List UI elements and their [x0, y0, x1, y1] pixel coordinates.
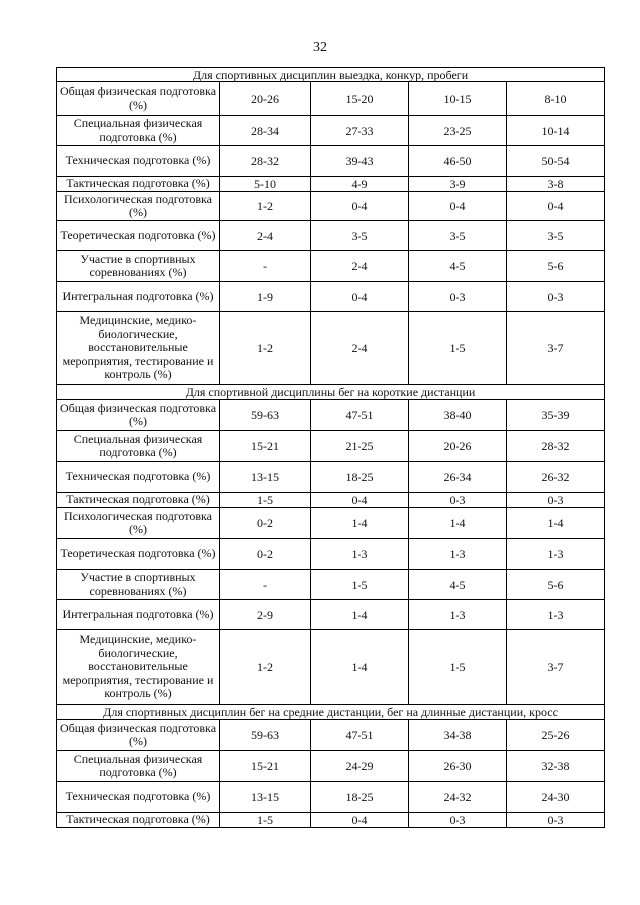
value-cell: 50-54 [507, 146, 605, 177]
section-header-row [57, 385, 605, 400]
value-cell: 1-4 [409, 508, 507, 539]
row-label: Техническая подготовка (%) [57, 782, 220, 813]
value-cell: 47-51 [311, 400, 409, 431]
value-cell: 0-4 [311, 813, 409, 828]
row-label: Теоретическая подготовка (%) [57, 539, 220, 570]
value-cell: 46-50 [409, 146, 507, 177]
section-title: Для спортивных дисциплин выездка, конкур, пробеги [57, 68, 605, 82]
value-cell: 3-5 [507, 221, 605, 251]
value-cell: 0-4 [409, 192, 507, 221]
value-cell: 15-20 [311, 82, 409, 116]
value-cell: 27-33 [311, 116, 409, 146]
row-label: Специальная физическая подготовка (%) [57, 116, 220, 146]
value-cell: 1-3 [409, 600, 507, 630]
value-cell: 35-39 [507, 400, 605, 431]
section-title: Для спортивной дисциплины бег на короткие дистанции [57, 385, 605, 400]
value-cell: 25-26 [507, 720, 605, 751]
value-cell: 1-4 [311, 508, 409, 539]
row-label: Техническая подготовка (%) [57, 146, 220, 177]
value-cell: 0-3 [507, 493, 605, 508]
table-body [57, 68, 605, 828]
page-number: 32 [313, 40, 327, 55]
value-cell: 4-9 [311, 177, 409, 192]
table-row [57, 782, 605, 813]
row-label: Медицинские, медико-биологические, восстановительные мероприятия, тестирование и контроль (%) [57, 630, 220, 705]
table-row [57, 192, 605, 221]
value-cell: 21-25 [311, 431, 409, 462]
value-cell: 2-4 [311, 251, 409, 282]
value-cell: 2-9 [220, 600, 311, 630]
value-cell: 1-2 [220, 630, 311, 705]
value-cell: 24-32 [409, 782, 507, 813]
value-cell: 26-32 [507, 462, 605, 493]
value-cell: 0-3 [409, 282, 507, 312]
value-cell: 0-4 [311, 493, 409, 508]
value-cell: 1-2 [220, 192, 311, 221]
value-cell: 0-4 [311, 192, 409, 221]
table-row [57, 312, 605, 385]
row-label: Техническая подготовка (%) [57, 462, 220, 493]
table-row [57, 720, 605, 751]
table-row [57, 282, 605, 312]
row-label: Психологическая подготовка (%) [57, 192, 220, 221]
table-row [57, 146, 605, 177]
value-cell: 0-3 [409, 493, 507, 508]
row-label: Общая физическая подготовка (%) [57, 400, 220, 431]
row-label: Медицинские, медико-биологические, восстановительные мероприятия, тестирование и контроль (%) [57, 312, 220, 385]
value-cell: 59-63 [220, 400, 311, 431]
value-cell: 0-3 [507, 813, 605, 828]
table-row [57, 539, 605, 570]
table-row [57, 493, 605, 508]
value-cell: 5-10 [220, 177, 311, 192]
value-cell: 3-7 [507, 630, 605, 705]
value-cell: 24-29 [311, 751, 409, 782]
row-label: Тактическая подготовка (%) [57, 177, 220, 192]
table-row [57, 116, 605, 146]
value-cell: 1-3 [507, 600, 605, 630]
value-cell: 59-63 [220, 720, 311, 751]
row-label: Специальная физическая подготовка (%) [57, 431, 220, 462]
value-cell: 4-5 [409, 251, 507, 282]
value-cell: 18-25 [311, 782, 409, 813]
row-label: Участие в спортивных соревнованиях (%) [57, 570, 220, 600]
table-row [57, 221, 605, 251]
table-row [57, 251, 605, 282]
value-cell: 1-2 [220, 312, 311, 385]
table-row [57, 462, 605, 493]
section-title: Для спортивных дисциплин бег на средние дистанции, бег на длинные дистанции, кросс [57, 705, 605, 720]
value-cell: 2-4 [311, 312, 409, 385]
value-cell: 1-5 [220, 813, 311, 828]
value-cell: 3-7 [507, 312, 605, 385]
value-cell: 38-40 [409, 400, 507, 431]
value-cell: 1-4 [311, 630, 409, 705]
value-cell: 24-30 [507, 782, 605, 813]
value-cell: 1-5 [409, 312, 507, 385]
value-cell: 15-21 [220, 751, 311, 782]
value-cell: 20-26 [220, 82, 311, 116]
value-cell: 1-3 [409, 539, 507, 570]
value-cell: 18-25 [311, 462, 409, 493]
value-cell: - [220, 251, 311, 282]
value-cell: 34-38 [409, 720, 507, 751]
table-row [57, 813, 605, 828]
value-cell: 1-3 [311, 539, 409, 570]
training-distribution-table [56, 67, 605, 828]
value-cell: 8-10 [507, 82, 605, 116]
value-cell: 23-25 [409, 116, 507, 146]
value-cell: 3-8 [507, 177, 605, 192]
value-cell: 13-15 [220, 782, 311, 813]
value-cell: 2-4 [220, 221, 311, 251]
value-cell: 47-51 [311, 720, 409, 751]
row-label: Участие в спортивных соревнованиях (%) [57, 251, 220, 282]
value-cell: 0-2 [220, 508, 311, 539]
row-label: Интегральная подготовка (%) [57, 600, 220, 630]
value-cell: 26-30 [409, 751, 507, 782]
table-row [57, 177, 605, 192]
value-cell: 3-9 [409, 177, 507, 192]
value-cell: 10-15 [409, 82, 507, 116]
table-row [57, 751, 605, 782]
value-cell: 0-3 [507, 282, 605, 312]
table-row [57, 431, 605, 462]
value-cell: 13-15 [220, 462, 311, 493]
value-cell: 28-32 [507, 431, 605, 462]
value-cell: 15-21 [220, 431, 311, 462]
value-cell: 20-26 [409, 431, 507, 462]
value-cell: 5-6 [507, 251, 605, 282]
table-row [57, 508, 605, 539]
value-cell: 0-4 [507, 192, 605, 221]
value-cell: 1-9 [220, 282, 311, 312]
value-cell: 0-3 [409, 813, 507, 828]
value-cell: 1-5 [409, 630, 507, 705]
table-row [57, 82, 605, 116]
value-cell: 3-5 [409, 221, 507, 251]
section-header-row [57, 705, 605, 720]
value-cell: 28-34 [220, 116, 311, 146]
value-cell: 0-2 [220, 539, 311, 570]
table-row [57, 400, 605, 431]
value-cell: 1-4 [507, 508, 605, 539]
value-cell: 5-6 [507, 570, 605, 600]
value-cell: 1-5 [220, 493, 311, 508]
value-cell: 1-4 [311, 600, 409, 630]
table-row [57, 570, 605, 600]
value-cell: 0-4 [311, 282, 409, 312]
row-label: Теоретическая подготовка (%) [57, 221, 220, 251]
value-cell: 1-3 [507, 539, 605, 570]
table-row [57, 630, 605, 705]
value-cell: 39-43 [311, 146, 409, 177]
value-cell: 10-14 [507, 116, 605, 146]
value-cell: 26-34 [409, 462, 507, 493]
value-cell: 1-5 [311, 570, 409, 600]
table-row [57, 600, 605, 630]
value-cell: - [220, 570, 311, 600]
value-cell: 3-5 [311, 221, 409, 251]
value-cell: 4-5 [409, 570, 507, 600]
row-label: Тактическая подготовка (%) [57, 493, 220, 508]
row-label: Общая физическая подготовка (%) [57, 720, 220, 751]
value-cell: 28-32 [220, 146, 311, 177]
row-label: Тактическая подготовка (%) [57, 813, 220, 828]
row-label: Психологическая подготовка (%) [57, 508, 220, 539]
row-label: Интегральная подготовка (%) [57, 282, 220, 312]
section-header-row [57, 68, 605, 82]
value-cell: 32-38 [507, 751, 605, 782]
row-label: Общая физическая подготовка (%) [57, 82, 220, 116]
row-label: Специальная физическая подготовка (%) [57, 751, 220, 782]
